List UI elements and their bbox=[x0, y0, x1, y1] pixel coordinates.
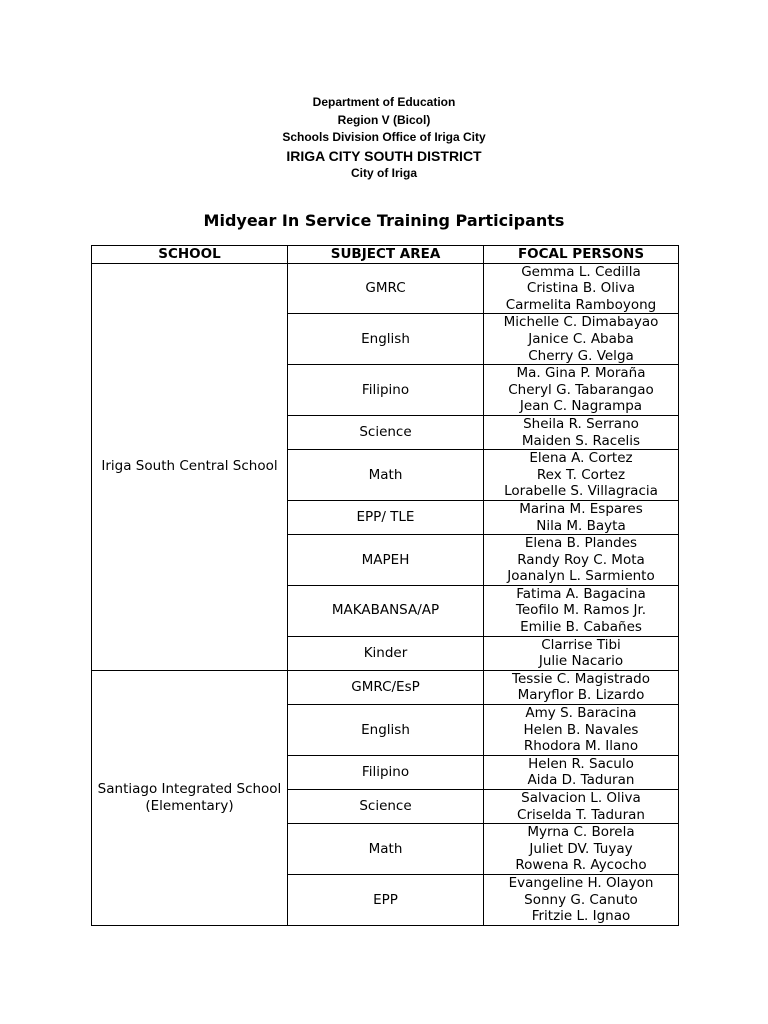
focal-person-name: Cristina B. Oliva bbox=[526, 280, 636, 297]
subject-area-cell: English bbox=[288, 705, 484, 756]
focal-persons-cell bbox=[484, 585, 679, 636]
focal-person-name: Salvacion L. Oliva bbox=[521, 790, 641, 806]
focal-person-name: Ma. Gina P. Moraña bbox=[516, 365, 646, 382]
focal-persons-cell bbox=[484, 314, 679, 365]
focal-person-name: Amy S. Baracina bbox=[525, 705, 637, 722]
focal-person-name: Fatima A. Bagacina bbox=[516, 585, 646, 602]
letterhead bbox=[0, 94, 768, 182]
focal-person-name: Cherry G. Velga bbox=[528, 347, 634, 364]
focal-persons-cell bbox=[484, 755, 679, 789]
focal-persons-cell bbox=[484, 450, 679, 501]
subject-area-cell: Science bbox=[288, 415, 484, 449]
focal-person-name: Clarrise Tibi bbox=[541, 636, 621, 653]
focal-persons-cell bbox=[484, 365, 679, 416]
focal-persons-cell bbox=[484, 874, 679, 925]
district-name: IRIGA CITY SOUTH DISTRICT bbox=[286, 147, 482, 164]
table-row bbox=[92, 263, 679, 314]
focal-persons-cell bbox=[484, 636, 679, 670]
column-header-school: SCHOOL bbox=[92, 246, 288, 264]
focal-person-name: Michelle C. Dimabayao bbox=[503, 314, 659, 331]
focal-person-name: Helen R. Saculo bbox=[528, 755, 634, 772]
focal-person-name: Emilie B. Cabañes bbox=[520, 619, 642, 636]
subject-area-cell: EPP bbox=[288, 874, 484, 925]
table-row bbox=[92, 670, 679, 704]
column-header-persons: FOCAL PERSONS bbox=[484, 246, 679, 264]
focal-person-name: Janice C. Ababa bbox=[528, 330, 634, 347]
subject-area-cell: Filipino bbox=[288, 755, 484, 789]
subject-area-cell: MAPEH bbox=[288, 535, 484, 586]
focal-person-name: Sheila R. Serrano bbox=[523, 415, 639, 432]
focal-person-name: Rex T. Cortez bbox=[536, 466, 626, 483]
focal-person-name: Helen B. Navales bbox=[523, 721, 639, 738]
focal-persons-cell bbox=[484, 705, 679, 756]
subject-area-cell: EPP/ TLE bbox=[288, 500, 484, 534]
focal-persons-cell bbox=[484, 263, 679, 314]
focal-person-name: Gemma L. Cedilla bbox=[521, 263, 641, 280]
participants-table bbox=[91, 245, 679, 926]
focal-person-name: Joanalyn L. Sarmiento bbox=[507, 568, 655, 585]
subject-area-cell: English bbox=[288, 314, 484, 365]
focal-person-name: Cheryl G. Tabarangao bbox=[508, 381, 654, 398]
city-name: City of Iriga bbox=[350, 165, 417, 180]
subject-area-cell: Math bbox=[288, 824, 484, 875]
subject-area-cell: GMRC bbox=[288, 263, 484, 314]
focal-person-name: Julie Nacario bbox=[538, 653, 624, 670]
focal-person-name: Carmelita Ramboyong bbox=[505, 296, 657, 313]
focal-person-name: Maryflor B. Lizardo bbox=[517, 687, 645, 704]
focal-person-name: Randy Roy C. Mota bbox=[517, 551, 645, 568]
subject-area-cell: MAKABANSA/AP bbox=[288, 585, 484, 636]
division-office-name: Schools Division Office of Iriga City bbox=[282, 130, 486, 144]
column-header-subject: SUBJECT AREA bbox=[288, 246, 484, 264]
focal-persons-cell bbox=[484, 535, 679, 586]
focal-person-name: Evangeline H. Olayon bbox=[508, 875, 654, 892]
focal-person-name: Rhodora M. Ilano bbox=[523, 738, 639, 755]
subject-area-cell: Filipino bbox=[288, 365, 484, 416]
focal-persons-cell bbox=[484, 790, 679, 824]
school-name-cell: Iriga South Central School bbox=[92, 263, 288, 670]
focal-person-name: Aida D. Taduran bbox=[527, 772, 635, 789]
focal-person-name: Myrna C. Borela bbox=[527, 824, 635, 841]
document-title: Midyear In Service Training Participants bbox=[203, 211, 565, 230]
focal-person-name: Lorabelle S. Villagracia bbox=[504, 483, 658, 500]
table-body bbox=[92, 263, 679, 925]
focal-person-name: Elena A. Cortez bbox=[529, 450, 633, 467]
focal-person-name: Marina M. Espares bbox=[519, 500, 643, 517]
focal-person-name: Fritzie L. Ignao bbox=[531, 908, 631, 925]
subject-area-cell: Math bbox=[288, 450, 484, 501]
department-name: Department of Education bbox=[312, 95, 456, 109]
focal-persons-cell bbox=[484, 500, 679, 534]
focal-person-name: Juliet DV. Tuyay bbox=[529, 840, 633, 857]
focal-person-name: Nila M. Bayta bbox=[536, 517, 626, 534]
region-name: Region V (Bicol) bbox=[337, 112, 431, 127]
focal-person-name: Tessie C. Magistrado bbox=[512, 670, 650, 687]
focal-person-name: Jean C. Nagrampa bbox=[519, 398, 643, 415]
table-header-row bbox=[92, 246, 679, 264]
focal-person-name: Criselda T. Taduran bbox=[517, 806, 645, 823]
subject-area-cell: Kinder bbox=[288, 636, 484, 670]
focal-person-name: Rowena R. Aycocho bbox=[515, 857, 647, 874]
subject-area-cell: Science bbox=[288, 790, 484, 824]
focal-persons-cell bbox=[484, 670, 679, 704]
focal-persons-cell bbox=[484, 824, 679, 875]
focal-person-name: Maiden S. Racelis bbox=[521, 432, 641, 449]
focal-person-name: Sonny G. Canuto bbox=[524, 891, 638, 908]
focal-person-name: Elena B. Plandes bbox=[524, 535, 638, 552]
subject-area-cell: GMRC/EsP bbox=[288, 670, 484, 704]
school-name-cell: Santiago Integrated School (Elementary) bbox=[92, 670, 288, 925]
focal-persons-cell bbox=[484, 415, 679, 449]
focal-person-name: Teofilo M. Ramos Jr. bbox=[515, 602, 647, 619]
